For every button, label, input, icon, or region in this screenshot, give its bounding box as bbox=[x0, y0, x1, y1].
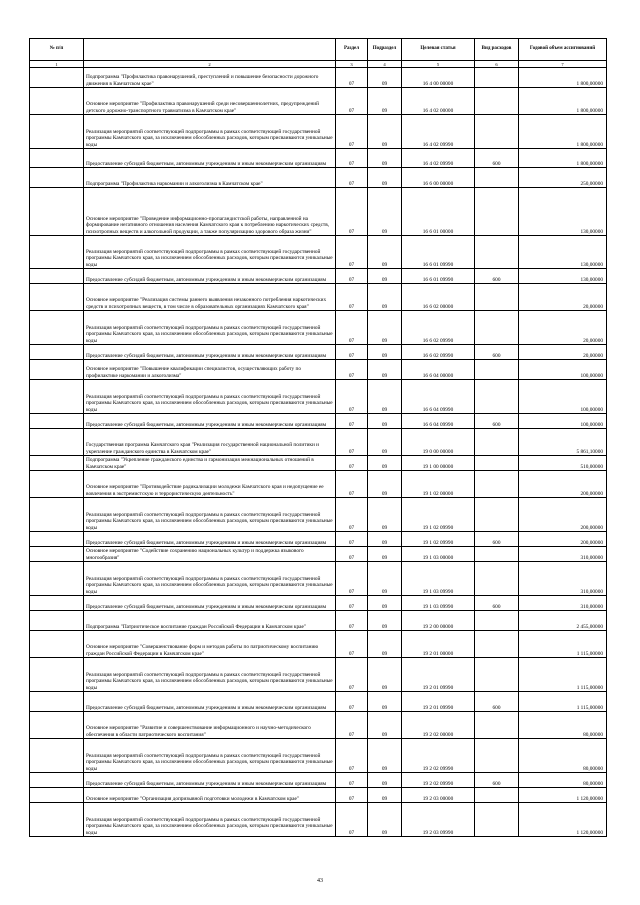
razdel-cell: 07 bbox=[336, 788, 368, 803]
expense-type-cell bbox=[475, 188, 519, 236]
expense-type-cell bbox=[475, 380, 519, 414]
row-number-cell bbox=[30, 236, 84, 269]
podrazdel-cell: 09 bbox=[368, 115, 402, 149]
row-number-cell bbox=[30, 345, 84, 360]
amount-cell: 1 120,00000 bbox=[519, 788, 607, 803]
table-row bbox=[30, 712, 607, 739]
item-name-cell: Основное мероприятие "Организация допризывной подготовки молодежи в Камчатском крае" bbox=[84, 788, 336, 803]
target-article-cell: 16 6 04 09990 bbox=[402, 380, 475, 414]
column-number: 3 bbox=[336, 61, 368, 68]
expense-type-cell bbox=[475, 471, 519, 498]
table-row bbox=[30, 788, 607, 803]
target-article-cell: 16 6 01 09990 bbox=[402, 236, 475, 269]
target-article-cell: 16 6 04 09990 bbox=[402, 414, 475, 429]
razdel-cell: 07 bbox=[336, 611, 368, 631]
expense-type-cell: 600 bbox=[475, 532, 519, 547]
podrazdel-cell: 09 bbox=[368, 188, 402, 236]
razdel-cell: 07 bbox=[336, 498, 368, 532]
razdel-cell: 07 bbox=[336, 380, 368, 414]
podrazdel-cell: 09 bbox=[368, 68, 402, 88]
expense-type-cell: 600 bbox=[475, 596, 519, 611]
podrazdel-cell: 09 bbox=[368, 311, 402, 345]
podrazdel-cell: 09 bbox=[368, 803, 402, 837]
table-row bbox=[30, 739, 607, 773]
razdel-cell: 07 bbox=[336, 712, 368, 739]
expense-type-cell bbox=[475, 68, 519, 88]
column-number: 5 bbox=[402, 61, 475, 68]
item-name-cell: Основное мероприятие "Содействие сохранению национальных культур и поддержка языкового многообразия" bbox=[84, 547, 336, 562]
podrazdel-cell: 09 bbox=[368, 773, 402, 788]
header-name bbox=[84, 39, 336, 61]
amount-cell: 1 115,00000 bbox=[519, 692, 607, 712]
razdel-cell: 07 bbox=[336, 345, 368, 360]
razdel-cell: 07 bbox=[336, 115, 368, 149]
amount-cell: 20,00000 bbox=[519, 311, 607, 345]
amount-cell: 200,00000 bbox=[519, 471, 607, 498]
amount-cell: 1 800,00000 bbox=[519, 149, 607, 168]
table-row bbox=[30, 380, 607, 414]
item-name-cell: Подпрограмма "Патриотическое воспитание граждан Российской Федерации в Камчатском крае" bbox=[84, 611, 336, 631]
target-article-cell: 19 2 01 09990 bbox=[402, 658, 475, 692]
table-row bbox=[30, 149, 607, 168]
target-article-cell: 19 0 00 00000 bbox=[402, 429, 475, 456]
item-name-cell: Предоставление субсидий бюджетным, автономным учреждениям и иным некоммерческим организациям bbox=[84, 149, 336, 168]
razdel-cell: 07 bbox=[336, 68, 368, 88]
table-row bbox=[30, 658, 607, 692]
row-number-cell bbox=[30, 284, 84, 311]
expense-type-cell bbox=[475, 88, 519, 115]
target-article-cell: 16 6 01 00000 bbox=[402, 188, 475, 236]
header-expense-type: Вид расходов bbox=[475, 39, 519, 61]
amount-cell: 1 800,00000 bbox=[519, 68, 607, 88]
column-number: 4 bbox=[368, 61, 402, 68]
header-num: № п/п bbox=[30, 39, 84, 61]
podrazdel-cell: 09 bbox=[368, 562, 402, 596]
podrazdel-cell: 09 bbox=[368, 429, 402, 456]
expense-type-cell bbox=[475, 562, 519, 596]
table-row bbox=[30, 115, 607, 149]
table-row bbox=[30, 456, 607, 471]
expense-type-cell bbox=[475, 115, 519, 149]
table-row bbox=[30, 692, 607, 712]
table-row bbox=[30, 773, 607, 788]
item-name-cell: Основное мероприятие "Противодействие радикализации молодежи Камчатского края и недопущение ее вовлечения в экстремистскую и террористическую деятельность" bbox=[84, 471, 336, 498]
razdel-cell: 07 bbox=[336, 188, 368, 236]
item-name-cell: Основное мероприятие "Реализация системы раннего выявления незаконного потребления наркотических средств и психотропных веществ, в том числе в образовательных организациях Камчатского края" bbox=[84, 284, 336, 311]
razdel-cell: 07 bbox=[336, 429, 368, 456]
column-number-row bbox=[30, 61, 607, 68]
budget-table bbox=[29, 38, 607, 837]
podrazdel-cell: 09 bbox=[368, 149, 402, 168]
item-name-cell: Основное мероприятие "Развитие и совершенствование информационного и научно-методического обеспечения в области патриотического воспитания" bbox=[84, 712, 336, 739]
row-number-cell bbox=[30, 414, 84, 429]
expense-type-cell bbox=[475, 168, 519, 188]
podrazdel-cell: 09 bbox=[368, 788, 402, 803]
target-article-cell: 19 1 00 00000 bbox=[402, 456, 475, 471]
item-name-cell: Предоставление субсидий бюджетным, автономным учреждениям и иным некоммерческим организациям bbox=[84, 345, 336, 360]
razdel-cell: 07 bbox=[336, 547, 368, 562]
expense-type-cell bbox=[475, 803, 519, 837]
item-name-cell: Основное мероприятие "Профилактика правонарушений среди несовершеннолетних, предупреждений детского дорожно-транспортного травматизма в Камчатском крае" bbox=[84, 88, 336, 115]
target-article-cell: 19 2 00 00000 bbox=[402, 611, 475, 631]
target-article-cell: 16 6 04 00000 bbox=[402, 360, 475, 380]
table-row bbox=[30, 429, 607, 456]
row-number-cell bbox=[30, 456, 84, 471]
podrazdel-cell: 09 bbox=[368, 547, 402, 562]
podrazdel-cell: 09 bbox=[368, 712, 402, 739]
razdel-cell: 07 bbox=[336, 471, 368, 498]
amount-cell: 510,00000 bbox=[519, 456, 607, 471]
item-name-cell: Реализация мероприятий соответствующей подпрограммы в рамках соответствующей государственной программы Камчатского края, за исключением обособленных расходов, которым присваиваются уникальные коды bbox=[84, 739, 336, 773]
podrazdel-cell: 09 bbox=[368, 471, 402, 498]
podrazdel-cell: 09 bbox=[368, 380, 402, 414]
row-number-cell bbox=[30, 611, 84, 631]
amount-cell: 1 115,00000 bbox=[519, 631, 607, 658]
target-article-cell: 16 4 00 00000 bbox=[402, 68, 475, 88]
razdel-cell: 07 bbox=[336, 311, 368, 345]
item-name-cell: Основное мероприятие "Повышение квалификации специалистов, осуществляющих работу по профилактике наркомании и алкоголизма" bbox=[84, 360, 336, 380]
table-row bbox=[30, 236, 607, 269]
row-number-cell bbox=[30, 168, 84, 188]
table-row bbox=[30, 547, 607, 562]
item-name-cell: Реализация мероприятий соответствующей подпрограммы в рамках соответствующей государственной программы Камчатского края, за исключением обособленных расходов, которым присваиваются уникальные коды bbox=[84, 380, 336, 414]
item-name-cell: Предоставление субсидий бюджетным, автономным учреждениям и иным некоммерческим организациям bbox=[84, 532, 336, 547]
podrazdel-cell: 09 bbox=[368, 739, 402, 773]
amount-cell: 310,00000 bbox=[519, 547, 607, 562]
razdel-cell: 07 bbox=[336, 739, 368, 773]
target-article-cell: 19 1 02 09990 bbox=[402, 498, 475, 532]
item-name-cell: Реализация мероприятий соответствующей подпрограммы в рамках соответствующей государственной программы Камчатского края, за исключением обособленных расходов, которым присваиваются уникальные коды bbox=[84, 311, 336, 345]
podrazdel-cell: 09 bbox=[368, 692, 402, 712]
expense-type-cell: 600 bbox=[475, 345, 519, 360]
item-name-cell: Государственная программа Камчатского края "Реализация государственной национальной политики и укрепление гражданского единства в Камчатском крае" bbox=[84, 429, 336, 456]
expense-type-cell bbox=[475, 236, 519, 269]
podrazdel-cell: 09 bbox=[368, 284, 402, 311]
table-row bbox=[30, 269, 607, 284]
razdel-cell: 07 bbox=[336, 269, 368, 284]
expense-type-cell bbox=[475, 547, 519, 562]
table-row bbox=[30, 631, 607, 658]
header-annual-amount: Годовой объем ассигнований bbox=[519, 39, 607, 61]
table-row bbox=[30, 532, 607, 547]
target-article-cell: 16 6 02 00000 bbox=[402, 284, 475, 311]
amount-cell: 5 861,10000 bbox=[519, 429, 607, 456]
podrazdel-cell: 09 bbox=[368, 236, 402, 269]
amount-cell: 100,00000 bbox=[519, 380, 607, 414]
expense-type-cell bbox=[475, 284, 519, 311]
row-number-cell bbox=[30, 360, 84, 380]
table-row bbox=[30, 471, 607, 498]
podrazdel-cell: 09 bbox=[368, 168, 402, 188]
table-row bbox=[30, 803, 607, 837]
razdel-cell: 07 bbox=[336, 596, 368, 611]
header-row bbox=[30, 39, 607, 61]
item-name-cell: Предоставление субсидий бюджетным, автономным учреждениям и иным некоммерческим организациям bbox=[84, 269, 336, 284]
row-number-cell bbox=[30, 532, 84, 547]
target-article-cell: 19 2 03 00000 bbox=[402, 788, 475, 803]
target-article-cell: 19 1 02 09990 bbox=[402, 532, 475, 547]
podrazdel-cell: 09 bbox=[368, 532, 402, 547]
razdel-cell: 07 bbox=[336, 456, 368, 471]
razdel-cell: 07 bbox=[336, 631, 368, 658]
razdel-cell: 07 bbox=[336, 168, 368, 188]
razdel-cell: 07 bbox=[336, 236, 368, 269]
table-row bbox=[30, 68, 607, 88]
amount-cell: 1 115,00000 bbox=[519, 658, 607, 692]
row-number-cell bbox=[30, 596, 84, 611]
expense-type-cell: 600 bbox=[475, 149, 519, 168]
item-name-cell: Реализация мероприятий соответствующей подпрограммы в рамках соответствующей государственной программы Камчатского края, за исключением обособленных расходов, которым присваиваются уникальные коды bbox=[84, 115, 336, 149]
amount-cell: 1 800,00000 bbox=[519, 115, 607, 149]
table-row bbox=[30, 414, 607, 429]
amount-cell: 250,00000 bbox=[519, 168, 607, 188]
expense-type-cell bbox=[475, 788, 519, 803]
podrazdel-cell: 09 bbox=[368, 360, 402, 380]
table-row bbox=[30, 498, 607, 532]
row-number-cell bbox=[30, 803, 84, 837]
row-number-cell bbox=[30, 269, 84, 284]
item-name-cell: Реализация мероприятий соответствующей подпрограммы в рамках соответствующей государственной программы Камчатского края, за исключением обособленных расходов, которым присваиваются уникальные коды bbox=[84, 498, 336, 532]
amount-cell: 20,00000 bbox=[519, 284, 607, 311]
table-row bbox=[30, 311, 607, 345]
amount-cell: 130,00000 bbox=[519, 236, 607, 269]
page-number: 43 bbox=[317, 878, 323, 884]
row-number-cell bbox=[30, 631, 84, 658]
row-number-cell bbox=[30, 68, 84, 88]
razdel-cell: 07 bbox=[336, 149, 368, 168]
item-name-cell: Реализация мероприятий соответствующей подпрограммы в рамках соответствующей государственной программы Камчатского края, за исключением обособленных расходов, которым присваиваются уникальные коды bbox=[84, 236, 336, 269]
item-name-cell: Подпрограмма "Профилактика наркомании и алкоголизма в Камчатском крае" bbox=[84, 168, 336, 188]
row-number-cell bbox=[30, 429, 84, 456]
target-article-cell: 16 4 02 09990 bbox=[402, 115, 475, 149]
row-number-cell bbox=[30, 547, 84, 562]
target-article-cell: 19 1 03 09990 bbox=[402, 562, 475, 596]
amount-cell: 130,00000 bbox=[519, 269, 607, 284]
target-article-cell: 19 2 03 09990 bbox=[402, 803, 475, 837]
row-number-cell bbox=[30, 188, 84, 236]
expense-type-cell bbox=[475, 739, 519, 773]
amount-cell: 310,00000 bbox=[519, 562, 607, 596]
razdel-cell: 07 bbox=[336, 803, 368, 837]
target-article-cell: 16 6 02 09990 bbox=[402, 345, 475, 360]
column-number: 7 bbox=[519, 61, 607, 68]
target-article-cell: 19 2 02 09990 bbox=[402, 739, 475, 773]
row-number-cell bbox=[30, 115, 84, 149]
amount-cell: 100,00000 bbox=[519, 414, 607, 429]
razdel-cell: 07 bbox=[336, 88, 368, 115]
item-name-cell: Предоставление субсидий бюджетным, автономным учреждениям и иным некоммерческим организациям bbox=[84, 414, 336, 429]
target-article-cell: 19 2 01 00000 bbox=[402, 631, 475, 658]
row-number-cell bbox=[30, 88, 84, 115]
column-number: 2 bbox=[84, 61, 336, 68]
target-article-cell: 16 4 02 00000 bbox=[402, 88, 475, 115]
expense-type-cell: 600 bbox=[475, 414, 519, 429]
table-row bbox=[30, 88, 607, 115]
razdel-cell: 07 bbox=[336, 658, 368, 692]
expense-type-cell bbox=[475, 658, 519, 692]
item-name-cell: Подпрограмма "Профилактика правонарушений, преступлений и повышение безопасности дорожного движения в Камчатском крае" bbox=[84, 68, 336, 88]
podrazdel-cell: 09 bbox=[368, 596, 402, 611]
podrazdel-cell: 09 bbox=[368, 498, 402, 532]
razdel-cell: 07 bbox=[336, 773, 368, 788]
target-article-cell: 19 2 02 00000 bbox=[402, 712, 475, 739]
row-number-cell bbox=[30, 692, 84, 712]
item-name-cell: Предоставление субсидий бюджетным, автономным учреждениям и иным некоммерческим организациям bbox=[84, 773, 336, 788]
podrazdel-cell: 09 bbox=[368, 611, 402, 631]
row-number-cell bbox=[30, 498, 84, 532]
razdel-cell: 07 bbox=[336, 562, 368, 596]
podrazdel-cell: 09 bbox=[368, 456, 402, 471]
item-name-cell: Основное мероприятие "Проведение информационно-пропагандистской работы, направленной на формирование негативного отношения населения Камчатского края к потреблению наркотических средств, психотропных веществ и алкогольной продукции, а также популяризацию здорового образа жизни" bbox=[84, 188, 336, 236]
target-article-cell: 19 1 03 09990 bbox=[402, 596, 475, 611]
column-number: 6 bbox=[475, 61, 519, 68]
table-row bbox=[30, 284, 607, 311]
razdel-cell: 07 bbox=[336, 360, 368, 380]
target-article-cell: 16 4 02 09990 bbox=[402, 149, 475, 168]
razdel-cell: 07 bbox=[336, 532, 368, 547]
podrazdel-cell: 09 bbox=[368, 269, 402, 284]
podrazdel-cell: 09 bbox=[368, 88, 402, 115]
amount-cell: 80,00000 bbox=[519, 739, 607, 773]
amount-cell: 80,00000 bbox=[519, 773, 607, 788]
razdel-cell: 07 bbox=[336, 414, 368, 429]
item-name-cell: Основное мероприятие "Совершенствование форм и методов работы по патриотическому воспитанию граждан Российской Федерации в Камчатском крае" bbox=[84, 631, 336, 658]
table-row bbox=[30, 168, 607, 188]
row-number-cell bbox=[30, 311, 84, 345]
amount-cell: 80,00000 bbox=[519, 712, 607, 739]
column-number: 1 bbox=[30, 61, 84, 68]
header-target-article: Целевая статья bbox=[402, 39, 475, 61]
table-body bbox=[30, 68, 607, 837]
target-article-cell: 19 1 03 00000 bbox=[402, 547, 475, 562]
item-name-cell: Предоставление субсидий бюджетным, автономным учреждениям и иным некоммерческим организациям bbox=[84, 596, 336, 611]
expense-type-cell bbox=[475, 311, 519, 345]
podrazdel-cell: 09 bbox=[368, 658, 402, 692]
amount-cell: 200,00000 bbox=[519, 532, 607, 547]
row-number-cell bbox=[30, 380, 84, 414]
amount-cell: 130,00000 bbox=[519, 188, 607, 236]
row-number-cell bbox=[30, 773, 84, 788]
podrazdel-cell: 09 bbox=[368, 631, 402, 658]
expense-type-cell bbox=[475, 429, 519, 456]
row-number-cell bbox=[30, 788, 84, 803]
amount-cell: 20,00000 bbox=[519, 345, 607, 360]
amount-cell: 1 800,00000 bbox=[519, 88, 607, 115]
amount-cell: 100,00000 bbox=[519, 360, 607, 380]
target-article-cell: 19 2 01 09990 bbox=[402, 692, 475, 712]
amount-cell: 2 455,00000 bbox=[519, 611, 607, 631]
item-name-cell: Реализация мероприятий соответствующей подпрограммы в рамках соответствующей государственной программы Камчатского края, за исключением обособленных расходов, которым присваиваются уникальные коды bbox=[84, 803, 336, 837]
podrazdel-cell: 09 bbox=[368, 414, 402, 429]
expense-type-cell: 600 bbox=[475, 269, 519, 284]
target-article-cell: 16 6 00 00000 bbox=[402, 168, 475, 188]
row-number-cell bbox=[30, 712, 84, 739]
item-name-cell: Реализация мероприятий соответствующей подпрограммы в рамках соответствующей государственной программы Камчатского края, за исключением обособленных расходов, которым присваиваются уникальные коды bbox=[84, 562, 336, 596]
expense-type-cell bbox=[475, 611, 519, 631]
header-podrazdel: Подраздел bbox=[368, 39, 402, 61]
header-razdel: Раздел bbox=[336, 39, 368, 61]
razdel-cell: 07 bbox=[336, 692, 368, 712]
target-article-cell: 16 6 02 09990 bbox=[402, 311, 475, 345]
amount-cell: 200,00000 bbox=[519, 498, 607, 532]
row-number-cell bbox=[30, 562, 84, 596]
target-article-cell: 19 2 02 09990 bbox=[402, 773, 475, 788]
razdel-cell: 07 bbox=[336, 284, 368, 311]
table-row bbox=[30, 596, 607, 611]
expense-type-cell: 600 bbox=[475, 773, 519, 788]
expense-type-cell bbox=[475, 712, 519, 739]
table-row bbox=[30, 611, 607, 631]
table-row bbox=[30, 562, 607, 596]
target-article-cell: 16 6 01 09990 bbox=[402, 269, 475, 284]
item-name-cell: Реализация мероприятий соответствующей подпрограммы в рамках соответствующей государственной программы Камчатского края, за исключением обособленных расходов, которым присваиваются уникальные коды bbox=[84, 658, 336, 692]
row-number-cell bbox=[30, 149, 84, 168]
table-row bbox=[30, 345, 607, 360]
amount-cell: 1 120,00000 bbox=[519, 803, 607, 837]
podrazdel-cell: 09 bbox=[368, 345, 402, 360]
table-row bbox=[30, 188, 607, 236]
target-article-cell: 19 1 02 00000 bbox=[402, 471, 475, 498]
item-name-cell: Подпрограмма "Укрепление гражданского единства и гармонизация межнациональных отношений в Камчатском крае" bbox=[84, 456, 336, 471]
expense-type-cell bbox=[475, 360, 519, 380]
row-number-cell bbox=[30, 471, 84, 498]
row-number-cell bbox=[30, 739, 84, 773]
expense-type-cell bbox=[475, 456, 519, 471]
expense-type-cell bbox=[475, 631, 519, 658]
item-name-cell: Предоставление субсидий бюджетным, автономным учреждениям и иным некоммерческим организациям bbox=[84, 692, 336, 712]
amount-cell: 310,00000 bbox=[519, 596, 607, 611]
table-row bbox=[30, 360, 607, 380]
expense-type-cell bbox=[475, 498, 519, 532]
expense-type-cell: 600 bbox=[475, 692, 519, 712]
row-number-cell bbox=[30, 658, 84, 692]
